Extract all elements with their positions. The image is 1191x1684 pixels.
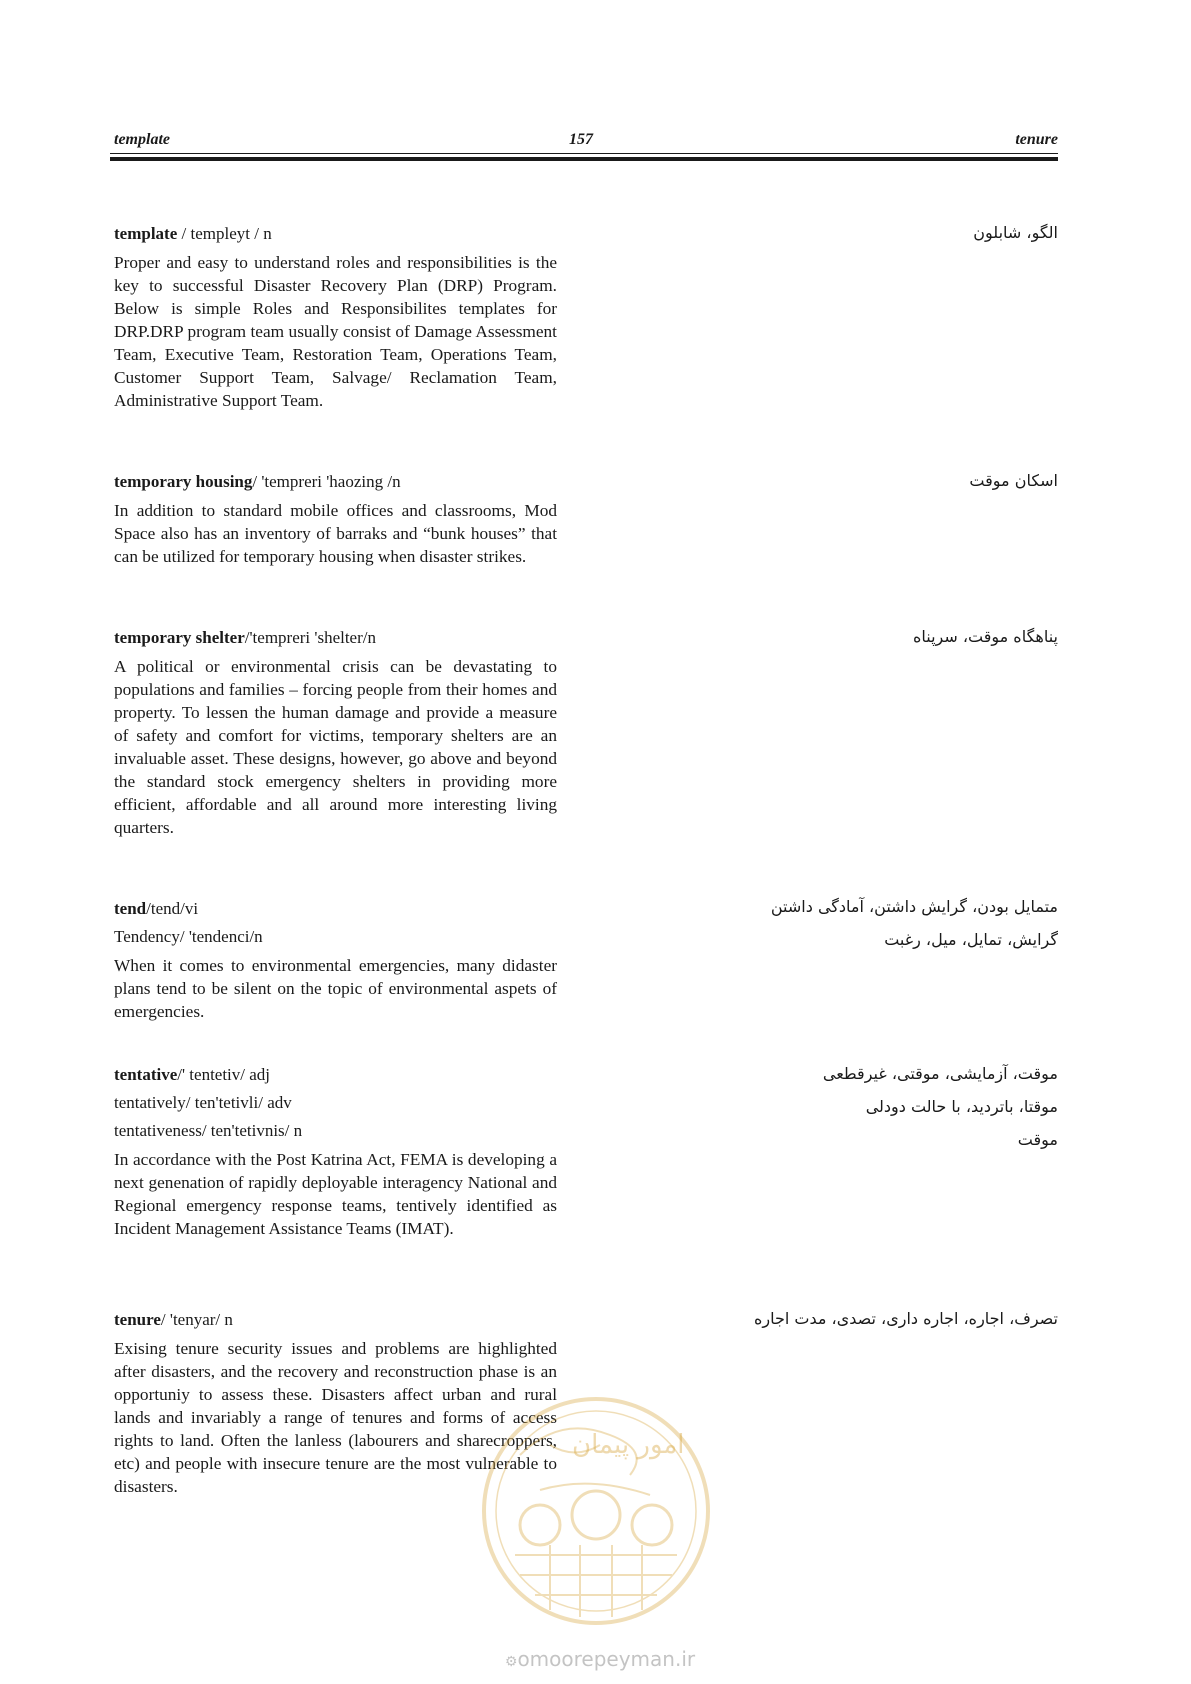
headword-line xyxy=(114,1309,557,1330)
headword: tentative xyxy=(114,1065,178,1084)
entry-template xyxy=(114,223,557,412)
persian-translation: پناهگاه موقت، سرپناه xyxy=(913,627,1058,646)
derived-form-line xyxy=(114,1092,557,1113)
watermark-logo-icon: ⚙ xyxy=(504,1654,518,1670)
headword-line xyxy=(114,1064,557,1085)
header-rule-thin xyxy=(110,153,1058,154)
persian-translation: موقت، آزمایشی، موقتی، غیرقطعی xyxy=(822,1064,1058,1083)
pronunciation: / 'tempreri 'haozing /n xyxy=(252,472,401,491)
persian-translation-derived: موقت xyxy=(1017,1130,1058,1149)
entry-tentative xyxy=(114,1064,557,1240)
headword-line xyxy=(114,223,557,244)
pronunciation: /tend/vi xyxy=(146,899,199,918)
headword: template xyxy=(114,224,178,243)
pronunciation: / templeyt / n xyxy=(177,224,272,243)
headword: tenure xyxy=(114,1310,161,1329)
headword-line xyxy=(114,471,557,492)
definition: In addition to standard mobile offices and classrooms, Mod Space also has an inventory of barraks and “bunk houses” that can be utilized for temporary housing when disaster strikes. xyxy=(114,501,557,566)
derived-form: tentativeness xyxy=(114,1121,202,1140)
derived-form-line xyxy=(114,1120,557,1141)
running-header xyxy=(114,130,1058,150)
watermark-site-text xyxy=(490,1648,710,1673)
header-last-word: tenure xyxy=(1015,131,1058,148)
persian-translation-derived: موقتا، باتردید، با حالت دودلی xyxy=(865,1097,1058,1116)
headword: temporary housing xyxy=(114,472,253,491)
page-number: 157 xyxy=(569,131,593,148)
header-first-word: template xyxy=(114,131,170,148)
watermark-site: omoorepeyman.ir xyxy=(517,1647,696,1671)
pronunciation: /'tempreri 'shelter/n xyxy=(244,628,376,647)
pronunciation: / 'tenyar/ n xyxy=(160,1310,233,1329)
pronunciation: / 'tendenci/n xyxy=(179,927,263,946)
watermark-seal-lettering: امور پیمان xyxy=(572,1430,685,1460)
header-rule-thick xyxy=(110,157,1058,161)
derived-form: Tendency xyxy=(114,927,180,946)
persian-translation: تصرف، اجاره، اجاره داری، تصدی، مدت اجاره xyxy=(754,1309,1058,1328)
definition: In accordance with the Post Katrina Act, FEMA is developing a next genenation of rapidly deployable interagency National and Regional emergency response teams, tentively identified as Incident Management Assistance Teams (IMAT). xyxy=(114,1150,557,1238)
pronunciation: / ten'tetivli/ adv xyxy=(185,1093,292,1112)
persian-translation-derived: گرایش، تمایل، میل، رغبت xyxy=(884,930,1058,949)
headword: tend xyxy=(114,899,147,918)
headword-line xyxy=(114,627,557,648)
definition: Exising tenure security issues and problems are highlighted after disasters, and the recovery and reconstruction phase is an opportuniy to assess these. Disasters affect urban and rural lands and invariably a range of tenures and forms of access rights to land. Often the lanless (labourers and sharecroppers, etc) and people with insecure tenure are the most vulnerable to disasters. xyxy=(114,1339,557,1496)
definition: A political or environmental crisis can be devastating to populations and families – forcing people from their homes and property. To lessen the human damage and provide a measure of safety and comfort for victims, temporary shelters are an invaluable asset. These designs, however, go above and beyond the standard stock emergency shelters in providing more efficient, affordable and all around more interesting living quarters. xyxy=(114,657,557,837)
definition: When it comes to environmental emergencies, many didaster plans tend to be silent on the topic of environmental aspets of emergencies. xyxy=(114,956,557,1021)
persian-translation: متمایل بودن، گرایش داشتن، آمادگی داشتن xyxy=(770,897,1058,916)
definition: Proper and easy to understand roles and responsibilities is the key to successful Disaster Recovery Plan (DRP) Program. Below is simple Roles and Responsibilites templates for DRP.DRP program team usually consist of Damage Assessment Team, Executive Team, Restoration Team, Operations Team, Customer Support Team, Salvage/ Reclamation Team, Administrative Support Team. xyxy=(114,253,557,410)
pronunciation: / ten'tetivnis/ n xyxy=(201,1121,303,1140)
derived-form: tentatively xyxy=(114,1093,186,1112)
pronunciation: /' tentetiv/ adj xyxy=(177,1065,271,1084)
persian-translation: الگو، شابلون xyxy=(973,223,1058,242)
headword: temporary shelter xyxy=(114,628,245,647)
entry-temporary-shelter xyxy=(114,627,557,839)
derived-form-line xyxy=(114,926,557,947)
entry-temporary-housing xyxy=(114,471,557,568)
entry-tend xyxy=(114,898,557,1023)
persian-translation: اسکان موقت xyxy=(969,471,1058,490)
headword-line xyxy=(114,898,557,919)
